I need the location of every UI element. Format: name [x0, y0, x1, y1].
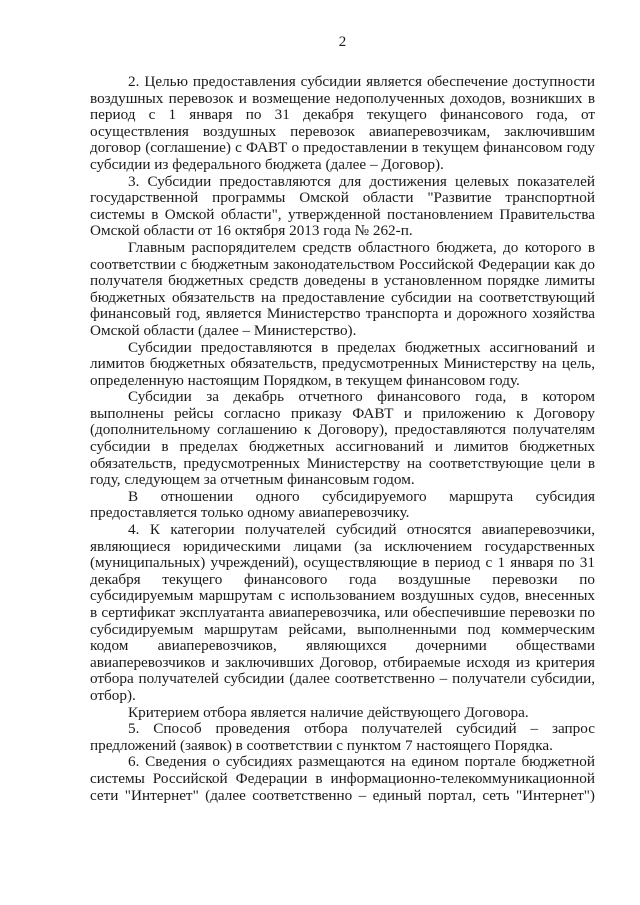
page-number: 2: [338, 34, 347, 50]
paragraph-december-subsidies: Субсидии за декабрь отчетного финансового года, в котором выполнены рейсы согласно приказу ФАВТ и приложению к Договору (дополнительному соглашению к Договору), предоставляются получателям субсидии в пределах бюджетных ассигнований и лимитов бюджетных обязательств, предусмотренных Министерству на соответствующие цели в году, следующем за отчетным финансовым годом.: [90, 388, 595, 489]
paragraph-selection-method: 5. Способ проведения отбора получателей субсидий – запрос предложений (заявок) в соответствии с пунктом 7 настоящего Порядка.: [90, 720, 595, 754]
paragraph-subsidy-purpose: 2. Целью предоставления субсидии является обеспечение доступности воздушных перевозок и возмещение недополученных доходов, возникших в период с 1 января по 31 декабря текущего финансового года, от осуществления воздушных перевозок авиаперевозчикам, заключившим договор (соглашение) с ФАВТ о предоставлении в текущем финансовом году субсидии из федерального бюджета (далее – Договор).: [90, 73, 595, 173]
paragraph-single-carrier: В отношении одного субсидируемого маршрута субсидия предоставляется только одному авиаперевозчику.: [90, 487, 595, 522]
paragraph-portal-publication: 6. Сведения о субсидиях размещаются на едином портале бюджетной системы Российской Федерации в информационно-телекоммуникационной сети "Интернет" (далее соответственно – единый портал, сеть "Интернет"): [90, 753, 595, 804]
paragraph-budget-limits: Субсидии предоставляются в пределах бюджетных ассигнований и лимитов бюджетных обязательств, предусмотренных Министерству на цель, определенную настоящим Порядком, в текущем финансовом году.: [90, 338, 595, 389]
paragraph-selection-criterion: Критерием отбора является наличие действующего Договора.: [128, 703, 529, 721]
paragraph-recipient-category: 4. К категории получателей субсидий относятся авиаперевозчики, являющиеся юридическими лицами (за исключением государственных (муниципальных) учреждений), осуществляющие в период с 1 января по 31 декабря текущего финансового года воздушные перевозки по субсидируемым маршрутам с использованием воздушных судов, внесенных в сертификат эксплуатанта авиаперевозчика, или обеспечившие перевозки по субсидируемым маршрутам рейсами, выполненными под коммерческим кодом авиаперевозчиков, являющихся дочерними обществами авиаперевозчиков и заключивших Договор, отбираемые исходя из критерия отбора получателей субсидии (далее соответственно – получатели субсидии, отбор).: [90, 521, 595, 704]
paragraph-subsidy-targets: 3. Субсидии предоставляются для достижения целевых показателей государственной программы Омской области "Развитие транспортной системы в Омской области", утвержденной постановлением Правительства Омской области от 16 октября 2013 года № 262-п.: [90, 172, 595, 240]
paragraph-chief-administrator: Главным распорядителем средств областного бюджета, до которого в соответствии с бюджетным законодательством Российской Федерации как до получателя бюджетных средств доведены в установленном порядке лимиты бюджетных обязательств на предоставление субсидии на соответствующий финансовый год, является Министерство транспорта и дорожного хозяйства Омской области (далее – Министерство).: [90, 238, 595, 339]
